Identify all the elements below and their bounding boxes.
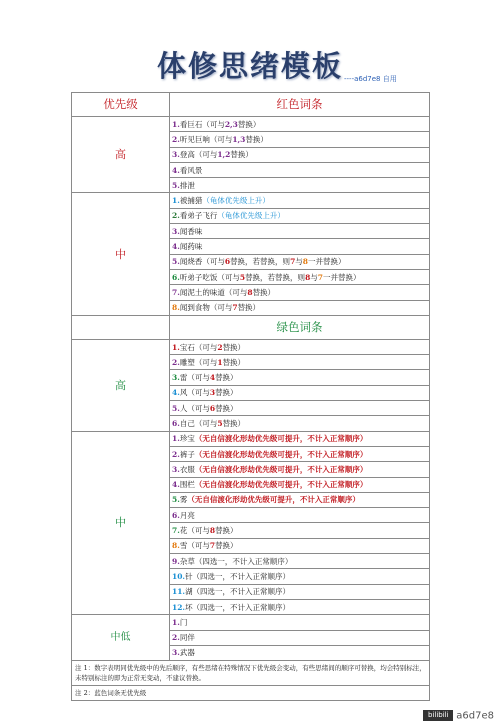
item-note: 替换） [245,134,268,144]
list-item [170,615,430,630]
list-item [170,269,430,284]
list-item [170,462,430,477]
item-text: 人（可与 [179,403,210,413]
page-title: 体修思绪模板 [156,49,343,83]
table-row [72,431,430,446]
item-note: 与 [310,272,318,282]
item-text: 湖（四选一，不计入正常顺序） [185,587,291,597]
item-text: 闻泥土的味道（可与 [179,287,248,297]
item-text: 坏（四选一，不计入正常顺序） [185,602,291,612]
item-note: 替换，若替换，则 [230,257,291,267]
item-ref: 8 [209,526,216,536]
item-highlight: （无自信渡化形劫优先级可提升，不计入正常顺序） [187,495,360,505]
item-note: 与 [295,257,303,267]
item-highlight: （无自信渡化形劫优先级可提升，不计入正常顺序） [194,434,368,444]
priority-cell: 中低 [72,615,170,661]
list-item [170,117,430,132]
item-text: 雷（可与 [179,373,210,383]
list-item [170,508,430,523]
item-highlight: （龟体优先级上升） [217,211,285,221]
item-text: 门 [179,617,188,627]
priority-cell: 中 [72,193,170,315]
item-note: 替换） [222,357,246,367]
item-note: （可与 [194,150,218,160]
item-ref: 7 [209,541,216,551]
list-item [170,147,430,162]
item-text: 宝石（可与 [179,342,218,352]
red-words-header: 红色词条 [170,93,430,117]
watermark-text: a6d7e8 [456,710,494,721]
item-ref: 5 [217,418,223,428]
item-number: 4. [172,242,180,252]
list-item [170,645,430,660]
item-note: 替换） [252,287,276,297]
item-number: 4. [172,388,180,398]
item-ref: 1 [217,357,223,367]
item-number: 2. [172,211,180,221]
item-text: 被捕猎 [179,196,203,206]
item-note: 替换） [230,150,253,160]
list-item [170,446,430,461]
table-row [72,339,430,354]
item-text: 同伴 [179,633,195,643]
item-number: 3. [172,373,180,383]
list-item [170,431,430,446]
thought-template-table [71,92,430,701]
list-item [170,285,430,300]
item-note: 替换） [222,418,246,428]
item-number: 3. [172,464,180,474]
list-item [170,132,430,147]
item-text: 自己（可与 [179,418,218,428]
item-number: 8. [172,541,180,551]
item-text: 雕塑（可与 [179,357,218,367]
list-item [170,162,430,177]
item-number: 1. [172,434,180,444]
item-ref: 6 [224,257,231,267]
item-number: 10. [172,571,186,581]
item-ref: 7 [290,257,296,267]
list-item [170,538,430,553]
page-subtitle: ----a6d7e8 自用 [344,75,397,83]
list-item [170,492,430,507]
item-ref: 3 [209,388,216,398]
item-number: 1. [172,119,180,129]
table-row [72,117,430,132]
item-ref: 8 [247,287,253,297]
table-row [72,615,430,630]
item-text: 月亮 [179,510,195,520]
item-number: 2. [172,134,180,144]
item-number: 7. [172,526,180,536]
item-text: 雪（可与 [179,541,210,551]
item-text: 闻香味 [179,226,203,236]
item-ref: 2 [217,342,223,352]
item-highlight: （无自信渡化形劫优先级可提升，不计入正常顺序） [194,449,368,459]
list-item [170,599,430,614]
item-ref: 4 [209,373,216,383]
item-text: 闻烧香（可与 [179,257,225,267]
list-item [170,584,430,599]
list-item [170,385,430,400]
item-ref: 6 [209,403,216,413]
item-note: 替换） [215,388,238,398]
item-number: 6. [172,418,180,428]
item-number: 5. [172,180,180,190]
item-number: 8. [172,303,180,313]
item-text: 看弟子飞行 [179,211,218,221]
item-ref: 7 [317,272,323,282]
item-text: 排泄 [179,180,195,190]
item-number: 2. [172,357,180,367]
item-note: （可与 [202,119,225,129]
item-text: 闻药味 [179,242,203,252]
priority-header: 优先级 [72,93,170,117]
list-item [170,355,430,370]
list-item [170,477,430,492]
item-text: 围栏 [179,480,195,490]
item-number: 11. [172,587,186,597]
list-item [170,569,430,584]
item-note: 替换，若替换，则 [245,272,306,282]
list-item [170,208,430,223]
list-item [170,416,430,431]
item-note: 替换） [215,373,238,383]
list-item [170,224,430,239]
item-number: 7. [172,287,180,297]
priority-cell: 中 [72,431,170,615]
note-text: 注 2：蓝色词条无优先级 [72,686,430,701]
item-highlight: （无自信渡化形劫优先级可提升，不计入正常顺序） [194,480,368,490]
item-text: 听弟子吃饭（可与 [179,272,240,282]
item-number: 2. [172,449,180,459]
item-number: 1. [172,617,180,627]
item-number: 6. [172,272,180,282]
list-item [170,193,430,208]
item-ref: 5 [239,272,246,282]
item-text: 风（可与 [179,388,210,398]
item-text: 看巨石 [179,119,203,129]
item-text: 听见巨响 [179,134,210,144]
item-number: 9. [172,556,180,566]
item-number: 2. [172,633,180,643]
list-item [170,300,430,315]
item-ref: 8 [305,272,311,282]
item-note: （可与 [209,134,233,144]
item-number: 4. [172,480,180,490]
item-highlight: （龟体优先级上升） [202,196,270,206]
item-text: 珍宝 [179,434,195,444]
item-note: 替换） [237,119,261,129]
green-section-header-row [72,315,430,339]
list-item [170,178,430,193]
item-number: 3. [172,648,180,658]
item-note-number: 1,2 [217,150,231,160]
item-text: 闻到食物（可与 [179,303,233,313]
item-note-number: 2,3 [224,119,238,129]
item-text: 花（可与 [179,526,210,536]
watermark [423,710,494,722]
item-note: 替换） [215,526,238,536]
item-number: 5. [172,495,180,505]
item-number: 1. [172,196,180,206]
note-row [72,661,430,686]
priority-spacer [72,315,170,339]
note-row [72,686,430,701]
item-number: 12. [172,602,186,612]
item-note-number: 1,3 [232,134,246,144]
item-text: 登高 [179,150,195,160]
list-item [170,254,430,269]
priority-cell: 高 [72,339,170,431]
item-note: 替换） [237,303,261,313]
item-highlight: （无自信渡化形劫优先级可提升，不计入正常顺序） [194,464,368,474]
bilibili-logo: bilibili [423,710,453,721]
item-number: 6. [172,510,180,520]
list-item [170,630,430,645]
list-item [170,239,430,254]
item-number: 1. [172,342,180,352]
list-item [170,339,430,354]
item-note: 替换） [215,541,238,551]
item-note: 替换） [215,403,238,413]
green-words-header: 绿色词条 [170,315,430,339]
item-note: 一并替换） [323,272,361,282]
item-text: 针（四选一，不计入正常顺序） [185,571,291,581]
list-item [170,401,430,416]
item-ref: 8 [302,257,308,267]
list-item [170,523,430,538]
item-number: 3. [172,226,180,236]
list-item [170,370,430,385]
item-number: 4. [172,165,180,175]
list-item [170,554,430,569]
item-text: 杂草（四选一，不计入正常顺序） [179,556,293,566]
note-text: 注 1：数字表明同优先级中的先后顺序，有些思绪在特殊情况下优先级会变动，有些思绪间的顺序可替换，均会特别标注，未特别标注的即为正常无变动，不建议替换。 [72,661,430,686]
item-text: 雾 [179,495,188,505]
item-number: 5. [172,257,180,267]
item-text: 武器 [179,648,195,658]
item-text: 看风景 [179,165,203,175]
item-text: 衣服 [179,464,195,474]
table-row [72,193,430,208]
item-text: 裤子 [179,449,195,459]
priority-cell: 高 [72,117,170,193]
item-ref: 7 [232,303,238,313]
item-number: 3. [172,150,180,160]
item-number: 5. [172,403,180,413]
item-note: 一并替换） [308,257,346,267]
item-note: 替换） [222,342,246,352]
